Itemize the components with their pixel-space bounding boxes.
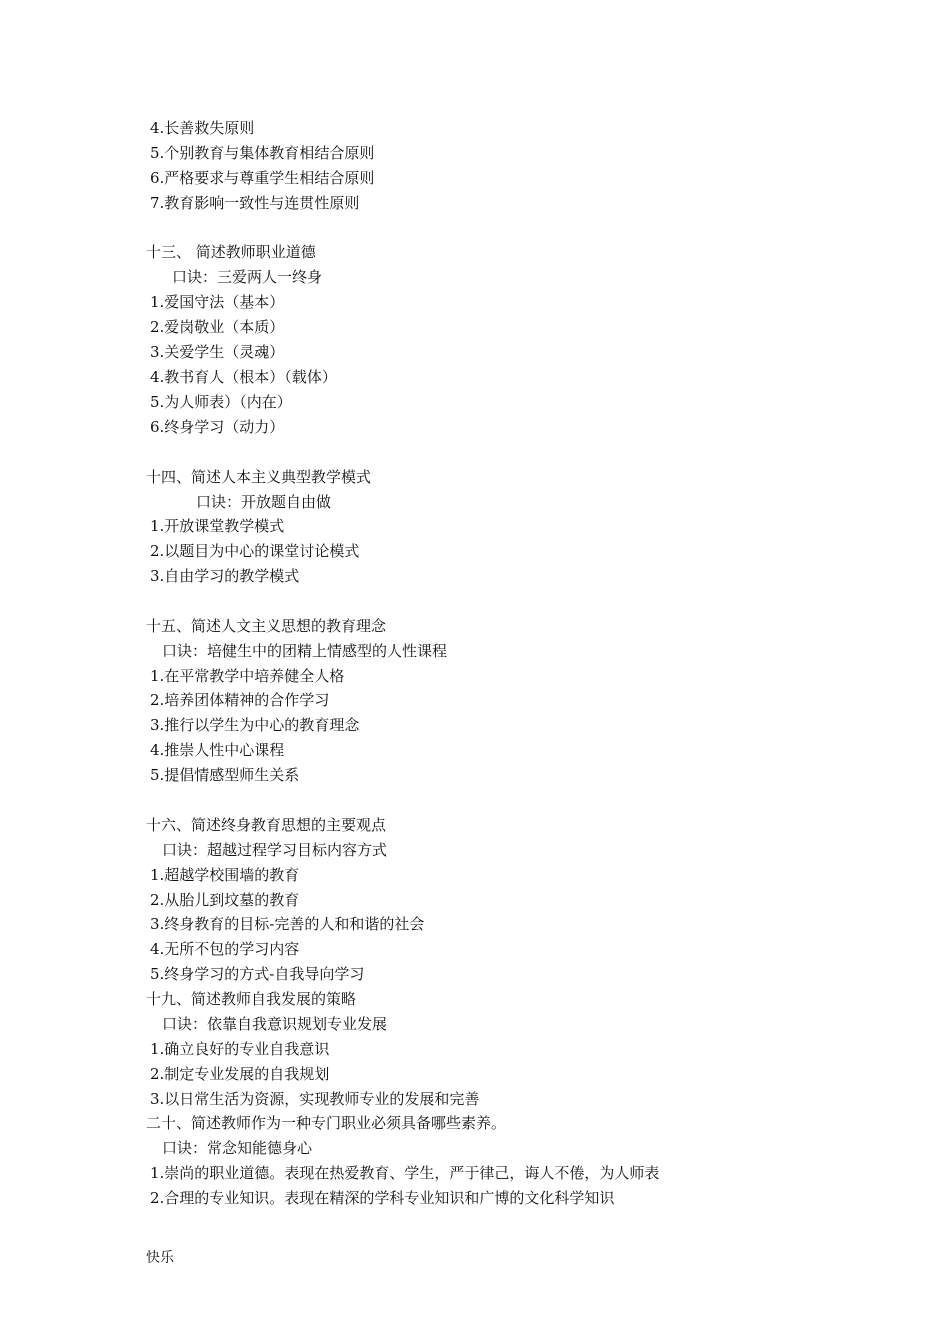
list-item: 1.在平常教学中培养健全人格 [150,667,345,685]
list-item: 1.爱国守法（基本） [150,293,285,311]
mnemonic: 口诀：培健生中的团精上情感型的人性课程 [162,642,448,660]
mnemonic: 口诀：三爱两人一终身 [172,268,323,286]
mnemonic: 口诀：依靠自我意识规划专业发展 [162,1015,388,1033]
section-heading: 二十、简述教师作为一种专门职业必须具备哪些素养。 [146,1114,507,1132]
list-item: 1.超越学校围墙的教育 [150,866,300,884]
list-item: 2.培养团体精神的合作学习 [150,691,330,709]
list-item: 6.严格要求与尊重学生相结合原则 [150,169,375,187]
list-item: 2.制定专业发展的自我规划 [150,1065,330,1083]
section-heading: 十三、 简述教师职业道德 [146,243,316,261]
list-item: 5.提倡情感型师生关系 [150,766,300,784]
list-item: 3.自由学习的教学模式 [150,567,300,585]
list-item: 1.确立良好的专业自我意识 [150,1040,330,1058]
list-item: 3.推行以学生为中心的教育理念 [150,716,360,734]
list-item: 2.爱岗敬业（本质） [150,318,285,336]
list-item: 3.终身教育的目标-完善的人和和谐的社会 [150,915,425,933]
list-item: 5.个别教育与集体教育相结合原则 [150,144,375,162]
list-item: 5.为人师表）（内在） [150,393,292,411]
list-item: 2.合理的专业知识。表现在精深的学科专业知识和广博的文化科学知识 [150,1189,615,1207]
list-item: 5.终身学习的方式-自我导向学习 [150,965,365,983]
list-item: 4.教书育人（根本）（载体） [150,368,337,386]
mnemonic: 口诀：超越过程学习目标内容方式 [162,841,388,859]
mnemonic: 口诀：开放题自由做 [196,493,332,511]
mnemonic: 口诀：常念知能德身心 [162,1139,313,1157]
list-item: 1.崇尚的职业道德。表现在热爱教育、学生，严于律己，诲人不倦，为人师表 [150,1164,660,1182]
page-footer: 快乐 [146,1250,174,1266]
list-item: 4.长善救失原则 [150,119,255,137]
list-item: 1.开放课堂教学模式 [150,517,285,535]
section-heading: 十四、简述人本主义典型教学模式 [146,468,372,486]
list-item: 4.推崇人性中心课程 [150,741,285,759]
list-item: 7.教育影响一致性与连贯性原则 [150,194,360,212]
list-item: 3.以日常生活为资源，实现教师专业的发展和完善 [150,1090,480,1108]
list-item: 2.从胎儿到坟墓的教育 [150,891,300,909]
section-heading: 十五、简述人文主义思想的教育理念 [146,617,387,635]
list-item: 3.关爱学生（灵魂） [150,343,285,361]
section-heading: 十九、简述教师自我发展的策略 [146,990,357,1008]
list-item: 2.以题目为中心的课堂讨论模式 [150,542,360,560]
list-item: 4.无所不包的学习内容 [150,940,300,958]
list-item: 6.终身学习（动力） [150,418,285,436]
section-heading: 十六、简述终身教育思想的主要观点 [146,816,387,834]
